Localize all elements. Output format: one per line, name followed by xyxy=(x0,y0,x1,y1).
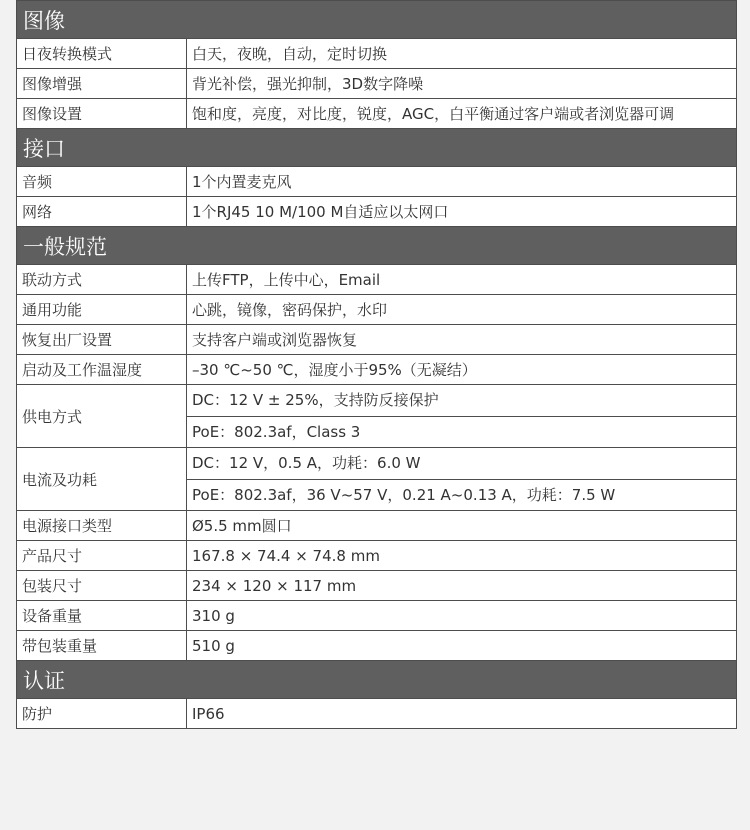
spec-table xyxy=(16,0,736,729)
spec-value: Ø5.5 mm圆口 xyxy=(187,511,737,541)
spec-row xyxy=(17,541,737,571)
spec-label: 带包装重量 xyxy=(17,631,187,661)
section-title: 认证 xyxy=(17,661,737,699)
spec-value xyxy=(187,385,737,448)
spec-row xyxy=(17,99,737,129)
spec-value: 310 g xyxy=(187,601,737,631)
spec-value: 上传FTP，上传中心，Email xyxy=(187,265,737,295)
section-header xyxy=(17,661,737,699)
spec-row xyxy=(17,39,737,69)
section-title: 接口 xyxy=(17,129,737,167)
spec-value: 167.8 × 74.4 × 74.8 mm xyxy=(187,541,737,571)
spec-value-line: PoE：802.3af，36 V~57 V，0.21 A~0.13 A，功耗：7.5 W xyxy=(187,479,736,510)
spec-value: IP66 xyxy=(187,699,737,729)
spec-row xyxy=(17,355,737,385)
spec-label: 图像增强 xyxy=(17,69,187,99)
spec-value-line: DC：12 V ± 25%，支持防反接保护 xyxy=(192,391,439,409)
section-header xyxy=(17,1,737,39)
spec-row xyxy=(17,325,737,355)
spec-row xyxy=(17,197,737,227)
spec-value: 510 g xyxy=(187,631,737,661)
spec-label: 包装尺寸 xyxy=(17,571,187,601)
spec-label: 网络 xyxy=(17,197,187,227)
spec-label: 电流及功耗 xyxy=(17,448,187,511)
section-title: 图像 xyxy=(17,1,737,39)
spec-row xyxy=(17,631,737,661)
spec-row xyxy=(17,511,737,541)
spec-label: 设备重量 xyxy=(17,601,187,631)
spec-label: 恢复出厂设置 xyxy=(17,325,187,355)
spec-row xyxy=(17,167,737,197)
spec-value-line: DC：12 V，0.5 A，功耗：6.0 W xyxy=(192,454,421,472)
spec-value-line: PoE：802.3af，Class 3 xyxy=(187,416,736,447)
spec-value: –30 ℃~50 ℃，湿度小于95%（无凝结） xyxy=(187,355,737,385)
section-title: 一般规范 xyxy=(17,227,737,265)
spec-label: 产品尺寸 xyxy=(17,541,187,571)
spec-label: 音频 xyxy=(17,167,187,197)
spec-value: 白天，夜晚，自动，定时切换 xyxy=(187,39,737,69)
spec-table-body xyxy=(17,1,737,729)
spec-label: 电源接口类型 xyxy=(17,511,187,541)
spec-label: 供电方式 xyxy=(17,385,187,448)
spec-row xyxy=(17,571,737,601)
spec-row xyxy=(17,295,737,325)
spec-row xyxy=(17,448,737,511)
spec-label: 防护 xyxy=(17,699,187,729)
spec-row xyxy=(17,385,737,448)
spec-label: 通用功能 xyxy=(17,295,187,325)
spec-value xyxy=(187,448,737,511)
spec-label: 图像设置 xyxy=(17,99,187,129)
spec-value: 234 × 120 × 117 mm xyxy=(187,571,737,601)
spec-row xyxy=(17,69,737,99)
spec-value: 饱和度，亮度，对比度，锐度，AGC，白平衡通过客户端或者浏览器可调 xyxy=(187,99,737,129)
spec-label: 日夜转换模式 xyxy=(17,39,187,69)
spec-value: 1个内置麦克风 xyxy=(187,167,737,197)
spec-label: 联动方式 xyxy=(17,265,187,295)
spec-value: 背光补偿，强光抑制，3D数字降噪 xyxy=(187,69,737,99)
spec-row xyxy=(17,699,737,729)
spec-value: 1个RJ45 10 M/100 M自适应以太网口 xyxy=(187,197,737,227)
section-header xyxy=(17,227,737,265)
spec-value: 支持客户端或浏览器恢复 xyxy=(187,325,737,355)
section-header xyxy=(17,129,737,167)
spec-label: 启动及工作温湿度 xyxy=(17,355,187,385)
spec-row xyxy=(17,601,737,631)
spec-value: 心跳，镜像，密码保护，水印 xyxy=(187,295,737,325)
spec-row xyxy=(17,265,737,295)
